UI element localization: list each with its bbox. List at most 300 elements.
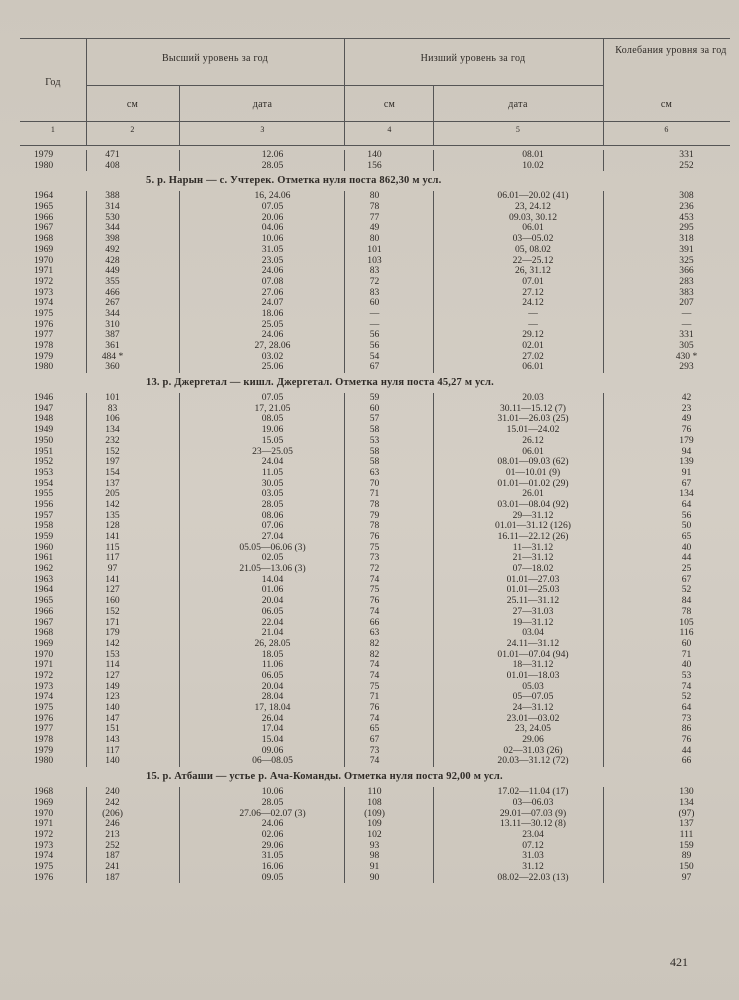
col-num-4: 4 (387, 125, 392, 134)
high-date-cell: 21.05—13.06 (3) (239, 563, 306, 575)
high-cm-cell: 171 (105, 616, 120, 628)
year-cell: 1958 (34, 520, 54, 532)
section-rows (20, 393, 730, 767)
high-date-cell: 30.05 (261, 477, 284, 489)
low-cm-cell: 74 (369, 712, 380, 724)
low-date-cell: 18—31.12 (512, 659, 554, 671)
section-title: 15. р. Атбаши — устье р. Ача-Команды. Отметка нуля поста 92,00 м усл. (146, 771, 503, 783)
year-cell: 1969 (34, 637, 54, 649)
column-rule (344, 787, 345, 883)
header-vline-5 (603, 39, 604, 145)
high-date-cell: 03.05 (261, 488, 284, 500)
table-section (20, 171, 730, 373)
high-cm-cell: 360 (105, 361, 120, 373)
high-date-cell: 18.06 (261, 307, 284, 319)
low-cm-cell: 67 (369, 361, 380, 373)
column-rule (179, 393, 180, 767)
low-date-cell: 31.03 (522, 850, 544, 862)
high-date-cell: 24.06 (261, 265, 284, 277)
low-date-cell: 29.01—07.03 (9) (499, 807, 567, 819)
range-cm-cell: 331 (679, 329, 694, 341)
low-date-cell: 29—31.12 (512, 509, 554, 521)
low-cm-cell: 93 (369, 839, 380, 851)
range-cm-cell: 53 (681, 669, 692, 681)
low-date-cell: 26.12 (522, 434, 544, 446)
year-cell: 1953 (34, 466, 54, 478)
column-rule (603, 393, 604, 767)
high-date-cell: 27, 28.06 (254, 340, 291, 351)
high-cm-cell: 408 (105, 159, 120, 171)
column-rule (603, 150, 604, 171)
high-cm-cell: 160 (105, 595, 120, 607)
range-cm-cell: 67 (681, 477, 692, 489)
high-cm-cell: 114 (105, 659, 120, 671)
year-cell: 1979 (34, 744, 54, 756)
high-date-cell: 07.08 (261, 275, 284, 287)
year-cell: 1970 (34, 254, 54, 266)
column-rule (344, 150, 345, 171)
year-cell: 1969 (34, 243, 54, 255)
high-cm-cell: 101 (105, 392, 120, 404)
high-cm-cell: 388 (105, 190, 120, 202)
high-cm-cell: 267 (105, 297, 120, 309)
low-date-cell: 20.03—31.12 (72) (497, 755, 569, 767)
header-low-cm: см (383, 99, 396, 110)
low-cm-cell: 70 (369, 477, 380, 489)
high-date-cell: 28.05 (261, 796, 284, 808)
high-cm-cell: 143 (105, 734, 120, 746)
high-date-cell: 28.05 (261, 159, 284, 171)
high-date-cell: 01.06 (261, 584, 284, 596)
header-vline-2 (179, 85, 180, 145)
range-cm-cell: 76 (681, 424, 692, 436)
low-cm-cell: 58 (369, 445, 380, 457)
low-date-cell: 08.01—09.03 (62) (497, 456, 569, 468)
year-cell: 1971 (34, 818, 54, 830)
range-cm-cell: 430 * (675, 350, 698, 362)
low-date-cell: 03.01—08.04 (92) (497, 498, 569, 510)
low-cm-cell: — (369, 307, 380, 319)
high-date-cell: 28.05 (261, 498, 284, 510)
low-date-cell: 10.02 (522, 159, 544, 171)
header-low-level: Низший уровень за год (420, 53, 526, 64)
low-date-cell: 01.01—07.04 (94) (497, 648, 569, 660)
high-cm-cell: 179 (105, 627, 120, 639)
low-date-cell: 23, 24.05 (515, 723, 551, 735)
high-date-cell: 27.06 (261, 286, 284, 298)
year-cell: 1973 (34, 839, 54, 851)
high-cm-cell: 140 (105, 702, 120, 713)
low-date-cell: 05—07.05 (512, 691, 554, 703)
low-cm-cell: 110 (367, 786, 382, 798)
low-cm-cell: 78 (369, 498, 380, 510)
year-cell: 1966 (34, 211, 54, 223)
low-cm-cell: 78 (369, 520, 380, 532)
low-cm-cell: 75 (369, 680, 380, 692)
range-cm-cell: 74 (681, 680, 692, 692)
low-date-cell: 26.01 (522, 488, 544, 500)
range-cm-cell: 78 (681, 605, 692, 617)
high-date-cell: 04.06 (261, 222, 284, 234)
low-cm-cell: 102 (367, 828, 382, 840)
range-cm-cell: 25 (681, 563, 692, 575)
range-cm-cell: 453 (679, 211, 694, 223)
range-cm-cell: 44 (681, 552, 692, 564)
low-date-cell: 11—31.12 (512, 541, 554, 553)
high-cm-cell: 154 (105, 466, 120, 478)
year-cell: 1974 (34, 850, 54, 862)
range-cm-cell: 40 (681, 541, 692, 553)
low-date-cell: 29.06 (522, 734, 544, 746)
range-cm-cell: 64 (681, 498, 692, 510)
high-date-cell: 22.04 (261, 616, 284, 628)
year-cell: 1960 (34, 541, 54, 553)
low-date-cell: 29.12 (522, 329, 544, 341)
range-cm-cell: 66 (681, 755, 692, 767)
column-rule (179, 787, 180, 883)
range-cm-cell: 89 (681, 850, 692, 862)
high-cm-cell: 127 (105, 669, 120, 681)
column-rule (603, 191, 604, 373)
high-cm-cell: 141 (105, 573, 120, 585)
high-date-cell: 07.06 (261, 520, 284, 532)
low-date-cell: 30.11—15.12 (7) (500, 402, 566, 414)
high-date-cell: 06.05 (261, 669, 284, 681)
high-cm-cell: 115 (105, 541, 120, 553)
high-date-cell: 02.06 (261, 828, 284, 840)
range-cm-cell: 366 (679, 265, 694, 277)
high-cm-cell: 187 (105, 850, 120, 862)
high-cm-cell: 530 (105, 211, 120, 223)
low-date-cell: 20.03 (522, 392, 544, 404)
year-cell: 1972 (34, 669, 54, 681)
low-cm-cell: 71 (369, 691, 380, 703)
low-cm-cell: 73 (369, 552, 380, 564)
high-date-cell: 27.04 (261, 531, 284, 542)
high-date-cell: 07.05 (261, 392, 284, 404)
low-cm-cell: 109 (367, 818, 382, 830)
year-cell: 1973 (34, 680, 54, 692)
high-date-cell: 11.06 (261, 659, 284, 671)
low-cm-cell: 56 (369, 340, 380, 351)
low-cm-cell: 101 (367, 243, 382, 255)
year-cell: 1957 (34, 509, 54, 521)
year-cell: 1947 (34, 402, 54, 414)
table-row (20, 873, 730, 884)
column-rule (433, 150, 434, 171)
high-cm-cell: 355 (105, 275, 120, 287)
range-cm-cell: 150 (679, 860, 694, 872)
low-cm-cell: 103 (367, 254, 382, 266)
low-date-cell: — (528, 318, 538, 330)
high-cm-cell: 149 (105, 680, 120, 692)
range-cm-cell: 139 (679, 456, 694, 468)
header-high-level: Высший уровень за год (161, 53, 269, 64)
low-date-cell: 23.01—03.02 (506, 712, 560, 724)
high-date-cell: 23—25.05 (252, 445, 293, 457)
range-cm-cell: 23 (681, 402, 692, 414)
low-cm-cell: 83 (369, 265, 380, 277)
high-date-cell: 08.06 (261, 509, 284, 521)
low-date-cell: 25.11—31.12 (506, 595, 560, 607)
high-cm-cell: 152 (105, 445, 120, 457)
low-cm-cell: 72 (369, 563, 380, 575)
table-header (20, 38, 730, 146)
year-cell: 1959 (34, 531, 54, 542)
table-section (20, 767, 730, 883)
year-cell: 1965 (34, 595, 54, 607)
high-cm-cell: 187 (105, 871, 120, 883)
range-cm-cell: 97 (681, 871, 692, 883)
low-date-cell: 01—10.01 (9) (505, 466, 561, 478)
high-cm-cell: 134 (105, 424, 120, 436)
low-cm-cell: 91 (369, 860, 380, 872)
range-cm-cell: 252 (679, 159, 694, 171)
low-cm-cell: 76 (369, 531, 380, 542)
header-divider-numbers (20, 121, 730, 122)
high-cm-cell: 205 (105, 488, 120, 500)
high-date-cell: 12.06 (261, 149, 284, 160)
column-rule (179, 150, 180, 171)
range-cm-cell: 56 (681, 509, 692, 521)
high-date-cell: 09.05 (261, 871, 284, 883)
high-date-cell: 16.06 (261, 860, 284, 872)
low-cm-cell: 79 (369, 509, 380, 521)
low-date-cell: 06.01—20.02 (41) (497, 190, 569, 202)
table-body (20, 146, 730, 883)
low-cm-cell: 58 (369, 456, 380, 468)
low-cm-cell: 57 (369, 413, 380, 425)
table-row (20, 468, 730, 479)
high-cm-cell: 128 (105, 520, 120, 532)
year-cell: 1946 (34, 392, 54, 404)
column-rule (179, 191, 180, 373)
low-cm-cell: 80 (369, 233, 380, 245)
low-cm-cell: 60 (369, 297, 380, 309)
table-row (20, 830, 730, 841)
low-cm-cell: 49 (369, 222, 380, 234)
low-cm-cell: 77 (369, 211, 380, 223)
col-num-6: 6 (664, 125, 669, 134)
high-cm-cell: 97 (107, 563, 118, 575)
header-low-date: дата (508, 99, 528, 110)
table-row (20, 756, 730, 767)
low-cm-cell: 140 (367, 149, 382, 160)
range-cm-cell: 295 (679, 222, 694, 234)
high-cm-cell: 127 (105, 584, 120, 596)
high-date-cell: 24.06 (261, 329, 284, 341)
low-cm-cell: 74 (369, 659, 380, 671)
high-cm-cell: 197 (105, 456, 120, 468)
column-rule (433, 393, 434, 767)
high-date-cell: 23.05 (261, 254, 284, 266)
section-title: 13. р. Джергетал — кишл. Джергетал. Отметка нуля поста 45,27 м усл. (146, 377, 494, 389)
high-cm-cell: 123 (105, 691, 120, 703)
range-cm-cell: 60 (681, 637, 692, 649)
low-cm-cell: 108 (367, 796, 382, 808)
range-cm-cell: 86 (681, 723, 692, 735)
range-cm-cell: 76 (681, 734, 692, 746)
high-date-cell: 20.06 (261, 211, 284, 223)
year-cell: 1962 (34, 563, 54, 575)
high-date-cell: 05.05—06.06 (3) (239, 541, 306, 553)
high-cm-cell: (206) (102, 807, 123, 819)
column-rule (86, 787, 87, 883)
range-cm-cell: 308 (679, 190, 694, 202)
low-cm-cell: 67 (369, 734, 380, 746)
range-cm-cell: 111 (679, 828, 694, 840)
year-cell: 1964 (34, 584, 54, 596)
year-cell: 1976 (34, 871, 54, 883)
range-cm-cell: 207 (679, 297, 694, 309)
year-cell: 1972 (34, 275, 54, 287)
high-date-cell: 07.05 (261, 201, 284, 213)
year-cell: 1961 (34, 552, 54, 564)
range-cm-cell: 318 (679, 233, 694, 245)
high-date-cell: 25.06 (261, 361, 284, 373)
header-year: Год (45, 77, 61, 88)
high-cm-cell: 361 (105, 340, 120, 351)
low-date-cell: 06.01 (522, 361, 544, 373)
high-cm-cell: 466 (105, 286, 120, 298)
range-cm-cell: 331 (679, 149, 694, 160)
low-date-cell: 09.03, 30.12 (509, 211, 557, 223)
low-date-cell: 31.12 (522, 860, 544, 872)
low-cm-cell: 72 (369, 275, 380, 287)
low-cm-cell: 60 (369, 402, 380, 414)
low-cm-cell: 53 (369, 434, 380, 446)
year-cell: 1967 (34, 222, 54, 234)
range-cm-cell: 134 (679, 488, 694, 500)
year-cell: 1969 (34, 796, 54, 808)
low-date-cell: 03.04 (522, 627, 544, 639)
high-cm-cell: 314 (105, 201, 120, 213)
high-cm-cell: 344 (105, 307, 120, 319)
high-date-cell: 24.07 (261, 297, 284, 309)
low-cm-cell: 98 (369, 850, 380, 862)
high-date-cell: 26.04 (261, 712, 284, 724)
year-cell: 1954 (34, 477, 54, 489)
year-cell: 1968 (34, 627, 54, 639)
low-date-cell: 08.02—22.03 (13) (497, 871, 569, 883)
low-cm-cell: 74 (369, 755, 380, 767)
range-cm-cell: 50 (681, 520, 692, 532)
low-cm-cell: — (369, 318, 380, 330)
low-date-cell: 03—05.02 (512, 233, 554, 245)
high-date-cell: 14.04 (261, 573, 284, 585)
low-date-cell: 03—06.03 (512, 796, 554, 808)
high-cm-cell: 387 (105, 329, 120, 341)
low-date-cell: 19—31.12 (512, 616, 554, 628)
high-cm-cell: 147 (105, 712, 120, 724)
range-cm-cell: 293 (679, 361, 694, 373)
year-cell: 1967 (34, 616, 54, 628)
year-cell: 1971 (34, 265, 54, 277)
year-cell: 1950 (34, 434, 54, 446)
range-cm-cell: 134 (679, 796, 694, 808)
column-rule (344, 393, 345, 767)
low-date-cell: — (528, 307, 538, 319)
high-date-cell: 08.05 (261, 413, 284, 425)
table-row (20, 277, 730, 288)
column-rule (433, 787, 434, 883)
high-cm-cell: 151 (105, 723, 120, 735)
high-cm-cell: 241 (105, 860, 120, 872)
column-rule (86, 191, 87, 373)
high-date-cell: 10.06 (261, 233, 284, 245)
high-cm-cell: 484 * (101, 350, 124, 362)
year-cell: 1971 (34, 659, 54, 671)
year-cell: 1978 (34, 734, 54, 746)
high-cm-cell: 246 (105, 818, 120, 830)
year-cell: 1979 (34, 350, 54, 362)
high-cm-cell: 242 (105, 796, 120, 808)
high-date-cell: 26, 28.05 (254, 637, 291, 649)
high-date-cell: 06—08.05 (252, 755, 293, 767)
high-date-cell: 17.04 (261, 723, 284, 735)
range-cm-cell: 391 (679, 243, 694, 255)
year-cell: 1975 (34, 307, 54, 319)
col-num-2: 2 (130, 125, 135, 134)
high-date-cell: 18.05 (261, 648, 284, 660)
column-rule (603, 787, 604, 883)
table-row (20, 798, 730, 809)
high-date-cell: 03.02 (261, 350, 284, 362)
low-cm-cell: 76 (369, 702, 380, 713)
range-cm-cell: 105 (679, 616, 694, 628)
high-date-cell: 24.04 (261, 456, 284, 468)
range-cm-cell: 91 (681, 466, 692, 478)
high-cm-cell: 117 (105, 552, 120, 564)
range-cm-cell: 283 (679, 275, 694, 287)
high-date-cell: 06.05 (261, 605, 284, 617)
table-row (20, 362, 730, 373)
year-cell: 1964 (34, 190, 54, 202)
section-rows (20, 787, 730, 883)
range-cm-cell: 179 (679, 434, 694, 446)
range-cm-cell: 71 (681, 648, 692, 660)
year-cell: 1970 (34, 807, 54, 819)
low-date-cell: 31.01—26.03 (25) (497, 413, 569, 425)
low-cm-cell: 73 (369, 744, 380, 756)
table-section (20, 373, 730, 767)
low-cm-cell: 156 (367, 159, 382, 171)
low-date-cell: 23, 24.12 (515, 201, 551, 213)
range-cm-cell: 67 (681, 573, 692, 585)
low-date-cell: 24.11—31.12 (506, 637, 560, 649)
high-date-cell: 20.04 (261, 595, 284, 607)
year-cell: 1965 (34, 201, 54, 213)
range-cm-cell: 49 (681, 413, 692, 425)
low-cm-cell: 54 (369, 350, 380, 362)
low-cm-cell: 74 (369, 669, 380, 681)
range-cm-cell: 159 (679, 839, 694, 851)
year-cell: 1974 (34, 691, 54, 703)
water-level-table (20, 38, 730, 883)
low-date-cell: 27.02 (522, 350, 544, 362)
header-high-cm: см (126, 99, 139, 110)
high-cm-cell: 117 (105, 744, 120, 756)
low-cm-cell: 63 (369, 627, 380, 639)
range-cm-cell: 42 (681, 392, 692, 404)
year-cell: 1976 (34, 712, 54, 724)
column-rule (86, 150, 87, 171)
low-date-cell: 02.01 (522, 340, 544, 351)
high-date-cell: 24.06 (261, 818, 284, 830)
range-cm-cell: 52 (681, 584, 692, 596)
year-cell: 1948 (34, 413, 54, 425)
low-cm-cell: 58 (369, 424, 380, 436)
